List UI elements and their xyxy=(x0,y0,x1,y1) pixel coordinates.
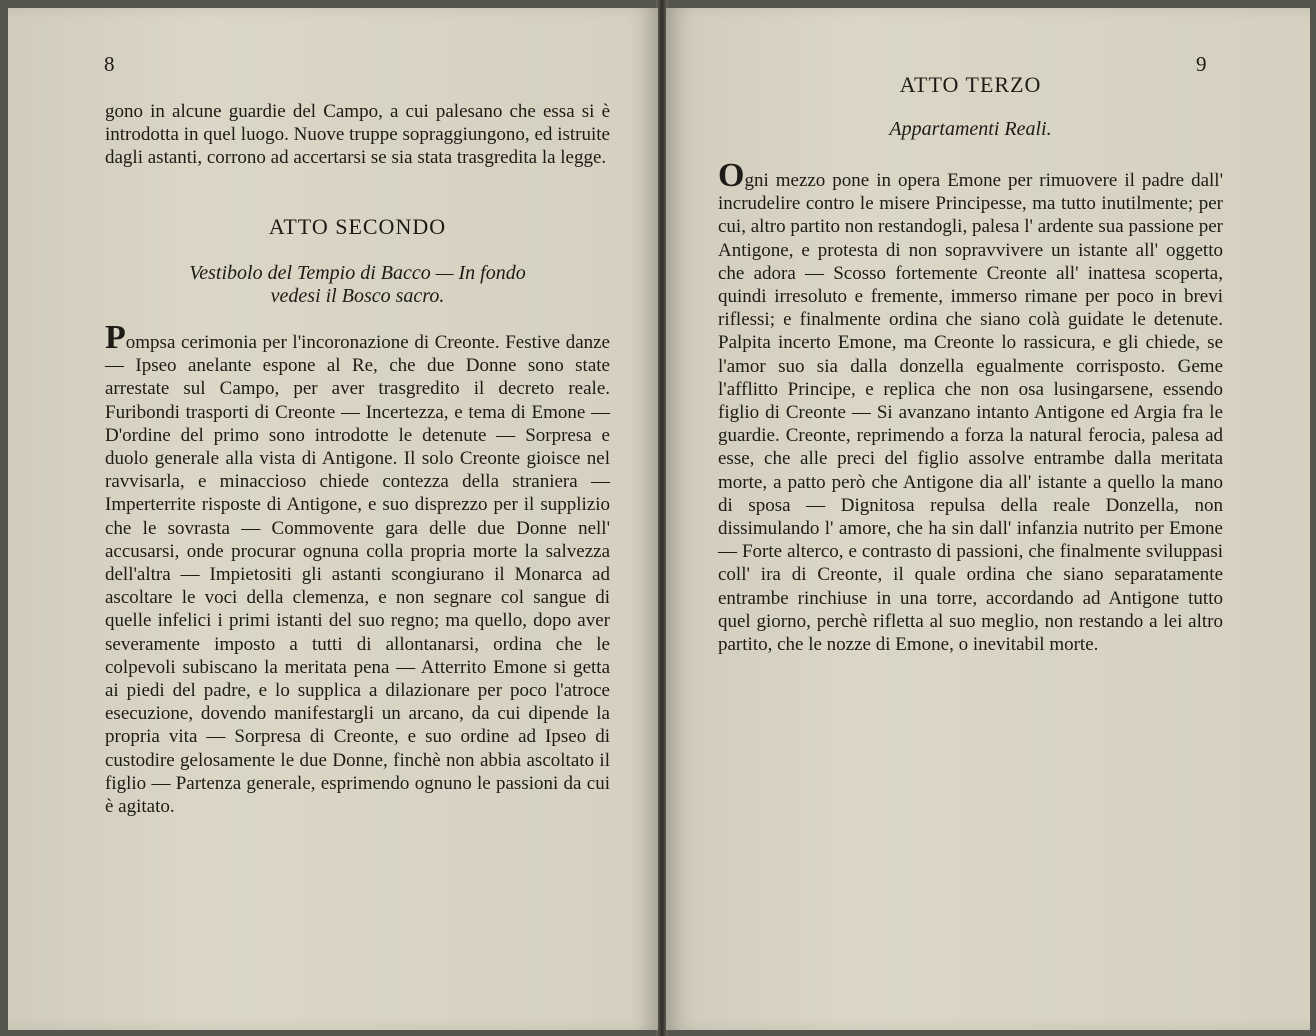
scene-line-1: Vestibolo del Tempio di Bacco — In fondo xyxy=(189,262,526,284)
scene-line-2: vedesi il Bosco sacro. xyxy=(270,285,445,307)
act-title-third: ATTO TERZO xyxy=(899,72,1042,97)
dropcap-o: O xyxy=(718,157,745,194)
page-number-right: 9 xyxy=(1196,52,1207,76)
act-three-summary xyxy=(718,157,1223,656)
act-title-second: ATTO SECONDO xyxy=(268,214,447,239)
act-two-summary-text: ompsa cerimonia per l'incoronazione di Creonte. Festive danze — Ipseo anelante espone al Re, che due Donne sono state arrestate sul Campo, per aver trasgredito il decreto reale. Furibondi trasporti di Creonte — Incertezza, e tema di Emone — D'ordine del primo sono introdotte le detenute — Sorpresa e duolo generale alla vista di Antigone. Il solo Creonte gioisce nel ravvisarla, e minaccioso chiede contezza della straniera — Imperterrite risposte di Antigone, e suo disprezzo per il supplizio che le sovrasta — Commovente gara delle due Donne nell' accusarsi, onde procurar ognuna colla propria morte la salvezza dell'altra — Impietositi gli astanti scongiurano il Monarca ad ascoltare le voci della clemenza, e non segnare col sangue di quelle infelici i primi istanti del suo regno; ma quello, dopo aver severamente imposto a tutti di allontanarsi, ordina che le colpevoli subiscano la meritata pena — Atterrito Emone si getta ai piedi del padre, e lo supplica a dilazionare per poco l'atroce esecuzione, dovendo manifestargli un arcano, da cui dipende la propria vita — Sorpresa di Creonte, e suo ordine ad Ipseo di custodire gelosamente le due Donne, finchè non abbia ascoltato il figlio — Partenza generale, esprimendo ognuno le passioni da cui è agitato. xyxy=(105,332,610,818)
continuation-paragraph: gono in alcune guardie del Campo, a cui palesano che essa si è introdotta in quel luogo. Nuove truppe sopraggiungono, ed istruite dagli astanti, corrono ad accertarsi se sia stata trasgredita la legge. xyxy=(105,101,610,169)
page-number-left: 8 xyxy=(104,52,115,76)
scene-description-right: Appartamenti Reali. xyxy=(889,118,1052,140)
dropcap-p: P xyxy=(105,319,126,356)
right-page xyxy=(666,8,1310,1030)
act-three-summary-text: gni mezzo pone in opera Emone per rimuovere il padre dall' incrudelire contro le misere Principesse, ma tutto inutilmente; per cui, altro partito non restandogli, palesa l' ardente sua passione per Antigone, e protesta di non sopravvivere un istante all' oggetto che adora — Scosso fortemente Creonte all' inattesa scoperta, quindi irresoluto e fremente, immerso rimane per poco in brevi riflessi; e finalmente ordina che siano colà guidate le detenute. Palpita incerto Emone, ma Creonte lo rassicura, e gli chiede, se l'amor suo sia dalla donzella egualmente corrisposto. Geme l'afflitto Principe, e replica che non osa lusingarsene, essendo figlio di Creonte — Si avanzano intanto Antigone ed Argia fra le guardie. Creonte, reprimendo a forza la natural ferocia, palesa ad esse, che alle preci del figlio assolve entrambe dalla meritata morte, a patto però che Antigone dia all' istante a quello la mano di sposa — Dignitosa repulsa della reale Donzella, non dissimulando l' amore, che ha sin dall' infanzia nutrito per Emone — Forte alterco, e contrasto di passioni, che finalmente sviluppasi coll' ira di Creonte, il quale ordina che siano separatamente entrambe rinchiuse in una torre, accordando ad Antigone tutto quel giorno, perchè rifletta al suo meglio, non restando a lei altro partito, che le nozze di Emone, o inevitabil morte. xyxy=(718,170,1223,656)
left-page xyxy=(8,8,658,1030)
scene-description-left xyxy=(105,262,610,308)
act-two-summary xyxy=(105,319,610,818)
